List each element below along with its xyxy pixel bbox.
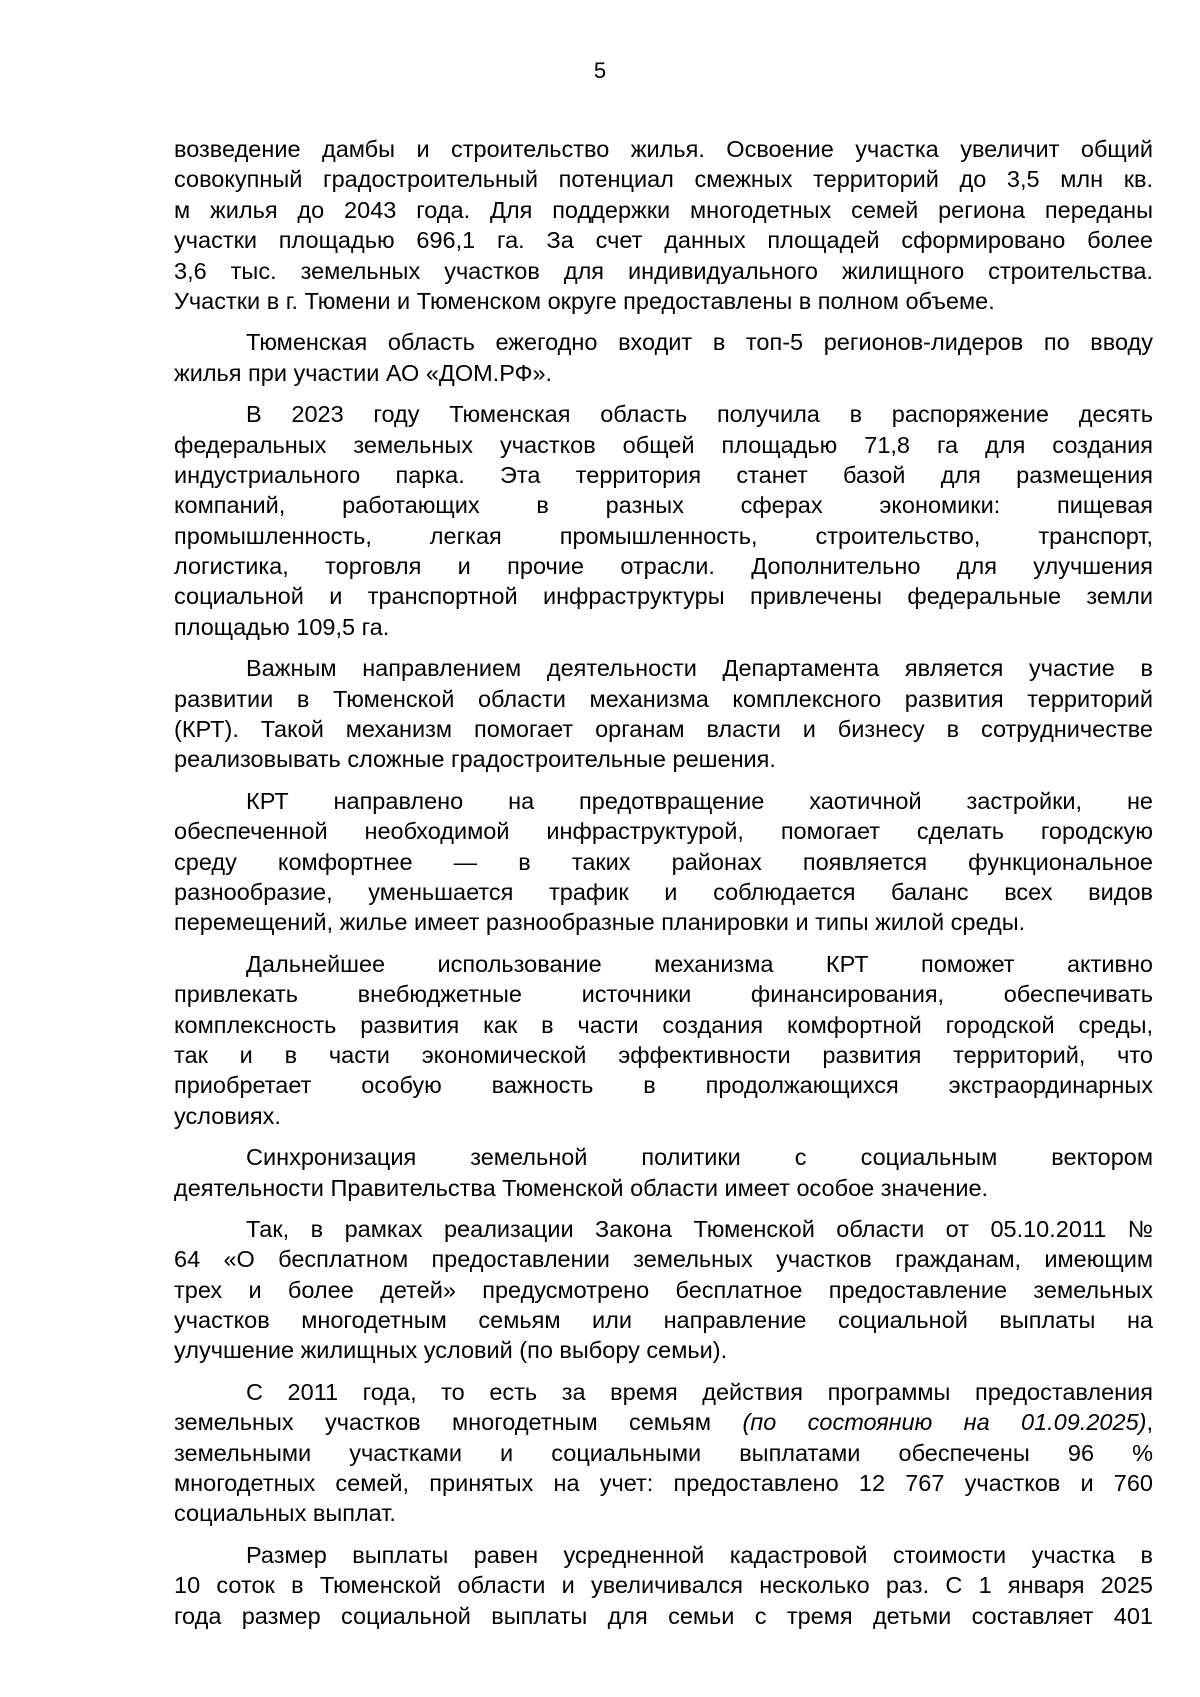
text-line: деятельности Правительства Тюменской области имеет особое значение. — [174, 1174, 989, 1201]
text-segment: земельных участков многодетным семьям — [174, 1409, 743, 1436]
text-line: среду комфортнее — в таких районах появляется функциональное — [174, 848, 1153, 875]
text-line: КРТ направлено на предотвращение хаотичной застройки, не — [246, 787, 1153, 814]
text-line: разнообразие, уменьшается трафик и соблюдается баланс всех видов — [174, 878, 1153, 905]
text-line — [174, 1407, 1153, 1437]
paragraph — [174, 1540, 1153, 1631]
text-line: земельными участками и социальными выплатами обеспечены 96 % — [174, 1439, 1153, 1466]
text-line: С 2011 года, то есть за время действия программы предоставления — [246, 1378, 1153, 1405]
text-line: В 2023 году Тюменская область получила в распоряжение десять — [246, 401, 1153, 428]
text-line: Дальнейшее использование механизма КРТ поможет активно — [246, 950, 1153, 977]
text-line: Синхронизация земельной политики с социальным вектором — [246, 1144, 1153, 1171]
text-line: улучшение жилищных условий (по выбору семьи). — [174, 1337, 728, 1364]
text-line: участки площадью 696,1 га. За счет данных площадей сформировано более — [174, 227, 1153, 254]
text-line: условиях. — [174, 1102, 281, 1129]
italic-text: (по состоянию на 01.09.2025) — [742, 1409, 1147, 1436]
text-line: Так, в рамках реализации Закона Тюменской области от 05.10.2011 № — [246, 1215, 1153, 1242]
text-line: компаний, работающих в разных сферах экономики: пищевая — [174, 492, 1153, 519]
text-line: приобретает особую важность в продолжающихся экстраординарных — [174, 1072, 1153, 1099]
text-line: так и в части экономической эффективности развития территорий, что — [174, 1041, 1153, 1068]
text-line: Важным направлением деятельности Департамента является участие в — [246, 655, 1153, 682]
text-segment: , — [1146, 1409, 1153, 1436]
paragraph — [174, 786, 1153, 938]
text-line: жилья при участии АО «ДОМ.РФ». — [174, 359, 553, 386]
text-line: обеспеченной необходимой инфраструктурой, помогает сделать городскую — [174, 818, 1153, 845]
text-line: м жилья до 2043 года. Для поддержки многодетных семей региона переданы — [174, 196, 1153, 223]
text-line: перемещений, жилье имеет разнообразные планировки и типы жилой среды. — [174, 909, 1026, 936]
text-line: реализовывать сложные градостроительные решения. — [174, 746, 776, 773]
text-line: федеральных земельных участков общей площадью 71,8 га для создания — [174, 431, 1153, 458]
text-line: возведение дамбы и строительство жилья. Освоение участка увеличит общий — [174, 136, 1153, 162]
text-line: многодетных семей, принятых на учет: предоставлено 12 767 участков и 760 — [174, 1470, 1153, 1497]
text-line: логистика, торговля и прочие отрасли. Дополнительно для улучшения — [174, 553, 1153, 580]
paragraph — [174, 327, 1153, 388]
paragraph — [174, 949, 1153, 1131]
text-line: комплексность развития как в части создания комфортной городской среды, — [174, 1011, 1153, 1038]
page-number: 5 — [593, 58, 607, 83]
text-line: 64 «О бесплатном предоставлении земельных участков гражданам, имеющим — [174, 1246, 1153, 1273]
paragraph — [174, 653, 1153, 775]
text-line: Тюменская область ежегодно входит в топ-5 регионов-лидеров по вводу — [246, 329, 1153, 356]
text-line: совокупный градостроительный потенциал смежных территорий до 3,5 млн кв. — [174, 166, 1153, 193]
text-line: 10 соток в Тюменской области и увеличивался несколько раз. С 1 января 2025 — [174, 1572, 1153, 1599]
paragraph — [174, 399, 1153, 642]
text-line: развитии в Тюменской области механизма комплексного развития территорий — [174, 685, 1153, 712]
text-line: промышленность, легкая промышленность, строительство, транспорт, — [174, 522, 1153, 549]
text-line: (КРТ). Такой механизм помогает органам власти и бизнесу в сотрудничестве — [174, 716, 1153, 743]
paragraph — [174, 1377, 1153, 1529]
paragraph — [174, 134, 1153, 316]
text-line: участков многодетным семьям или направление социальной выплаты на — [174, 1307, 1153, 1334]
paragraph — [174, 1214, 1153, 1366]
paragraph — [174, 1142, 1153, 1203]
text-line: социальной и транспортной инфраструктуры привлечены федеральные земли — [174, 583, 1153, 610]
text-line: Размер выплаты равен усредненной кадастровой стоимости участка в — [246, 1541, 1153, 1568]
text-line: года размер социальной выплаты для семьи с тремя детьми составляет 401 — [174, 1602, 1153, 1629]
text-line: Участки в г. Тюмени и Тюменском округе предоставлены в полном объеме. — [174, 287, 995, 314]
text-line: 3,6 тыс. земельных участков для индивидуального жилищного строительства. — [174, 257, 1153, 284]
text-line: социальных выплат. — [174, 1500, 396, 1527]
text-line: площадью 109,5 га. — [174, 613, 390, 640]
document-body — [174, 134, 1153, 1642]
text-line: привлекать внебюджетные источники финансирования, обеспечивать — [174, 981, 1153, 1008]
text-line: индустриального парка. Эта территория станет базой для размещения — [174, 461, 1153, 488]
text-line: трех и более детей» предусмотрено бесплатное предоставление земельных — [174, 1276, 1153, 1303]
